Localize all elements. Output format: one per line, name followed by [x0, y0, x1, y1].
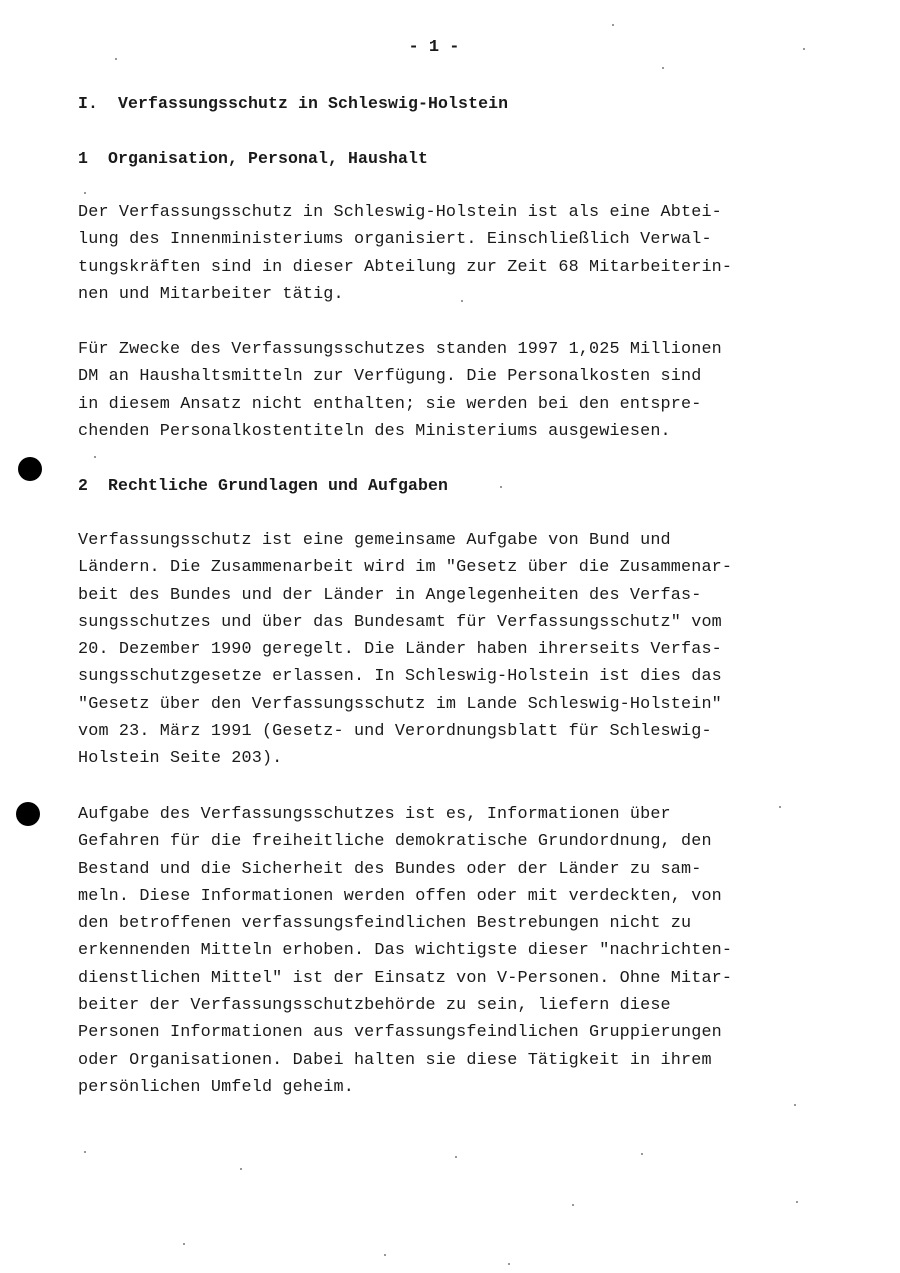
scan-speck [796, 1201, 798, 1203]
scan-speck [779, 806, 781, 808]
text-line: oder Organisationen. Dabei halten sie diese Tätigkeit in ihrem [78, 1050, 712, 1070]
subsection-1-title: 1 Organisation, Personal, Haushalt [78, 149, 429, 168]
text-line: erkennenden Mitteln erhoben. Das wichtigste dieser "nachrichten- [78, 941, 733, 961]
scan-speck [641, 1153, 643, 1155]
text-line: tungskräften sind in dieser Abteilung zur Zeit 68 Mitarbeiterin- [78, 257, 733, 277]
punch-hole-upper [18, 457, 42, 481]
text-line: meln. Diese Informationen werden offen oder mit verdeckten, von [78, 886, 722, 906]
text-line: Ländern. Die Zusammenarbeit wird im "Gesetz über die Zusammenar- [78, 558, 733, 578]
scan-speck [794, 1104, 796, 1106]
scan-speck [508, 1263, 510, 1265]
text-line: beit des Bundes und der Länder in Angelegenheiten des Verfas- [78, 585, 702, 605]
page-number: - 1 - [408, 38, 460, 57]
text-line: Verfassungsschutz ist eine gemeinsame Aufgabe von Bund und [78, 531, 671, 550]
scan-speck [115, 58, 117, 60]
scan-speck [384, 1254, 386, 1256]
paragraph-budget [78, 336, 818, 445]
text-line: Der Verfassungsschutz in Schleswig-Holstein ist als eine Abtei- [78, 203, 722, 222]
text-line: vom 23. März 1991 (Gesetz- und Verordnungsblatt für Schleswig- [78, 722, 712, 742]
text-line: sungsschutzgesetze erlassen. In Schleswig-Holstein ist dies das [78, 667, 722, 687]
scan-speck [612, 24, 614, 26]
scan-speck [455, 1156, 457, 1158]
text-line: Gefahren für die freiheitliche demokratische Grundordnung, den [78, 832, 712, 852]
text-line: Personen Informationen aus verfassungsfeindlichen Gruppierungen [78, 1023, 722, 1043]
text-line: dienstlichen Mittel" ist der Einsatz von V-Personen. Ohne Mitar- [78, 968, 733, 988]
text-line: chenden Personalkostentiteln des Ministeriums ausgewiesen. [78, 421, 671, 441]
text-line: lung des Innenministeriums organisiert. Einschließlich Verwal- [78, 230, 712, 250]
paragraph-legal-basis [78, 527, 818, 773]
scan-speck [662, 67, 664, 69]
text-line: den betroffenen verfassungsfeindlichen Bestrebungen nicht zu [78, 914, 692, 934]
text-line: "Gesetz über den Verfassungsschutz im Lande Schleswig-Holstein" [78, 694, 722, 714]
scan-speck [803, 48, 805, 50]
text-line: nen und Mitarbeiter tätig. [78, 284, 344, 304]
text-line: Für Zwecke des Verfassungsschutzes standen 1997 1,025 Millionen [78, 340, 722, 359]
subsection-2-title: 2 Rechtliche Grundlagen und Aufgaben [78, 476, 449, 495]
scan-speck [94, 456, 96, 458]
scan-speck [500, 486, 502, 488]
text-line: Holstein Seite 203). [78, 749, 283, 769]
scan-speck [183, 1243, 185, 1245]
text-line: persönlichen Umfeld geheim. [78, 1077, 354, 1097]
paragraph-staff [78, 199, 818, 308]
text-line: in diesem Ansatz nicht enthalten; sie werden bei den entspre- [78, 394, 702, 414]
punch-hole-lower [16, 802, 40, 826]
scan-speck [84, 192, 86, 194]
text-line: DM an Haushaltsmitteln zur Verfügung. Die Personalkosten sind [78, 367, 702, 387]
scan-speck [572, 1204, 574, 1206]
scan-speck [240, 1168, 242, 1170]
scan-speck [84, 1151, 86, 1153]
scan-speck [461, 300, 463, 302]
text-line: sungsschutzes und über das Bundesamt für Verfassungsschutz" vom [78, 612, 722, 632]
text-line: Bestand und die Sicherheit des Bundes oder der Länder zu sam- [78, 859, 702, 879]
text-line: Aufgabe des Verfassungsschutzes ist es, Informationen über [78, 805, 671, 824]
section-title: I. Verfassungsschutz in Schleswig-Holstein [78, 94, 509, 113]
text-line: beiter der Verfassungsschutzbehörde zu sein, liefern diese [78, 996, 671, 1016]
paragraph-tasks [78, 801, 818, 1101]
text-line: 20. Dezember 1990 geregelt. Die Länder haben ihrerseits Verfas- [78, 640, 722, 660]
